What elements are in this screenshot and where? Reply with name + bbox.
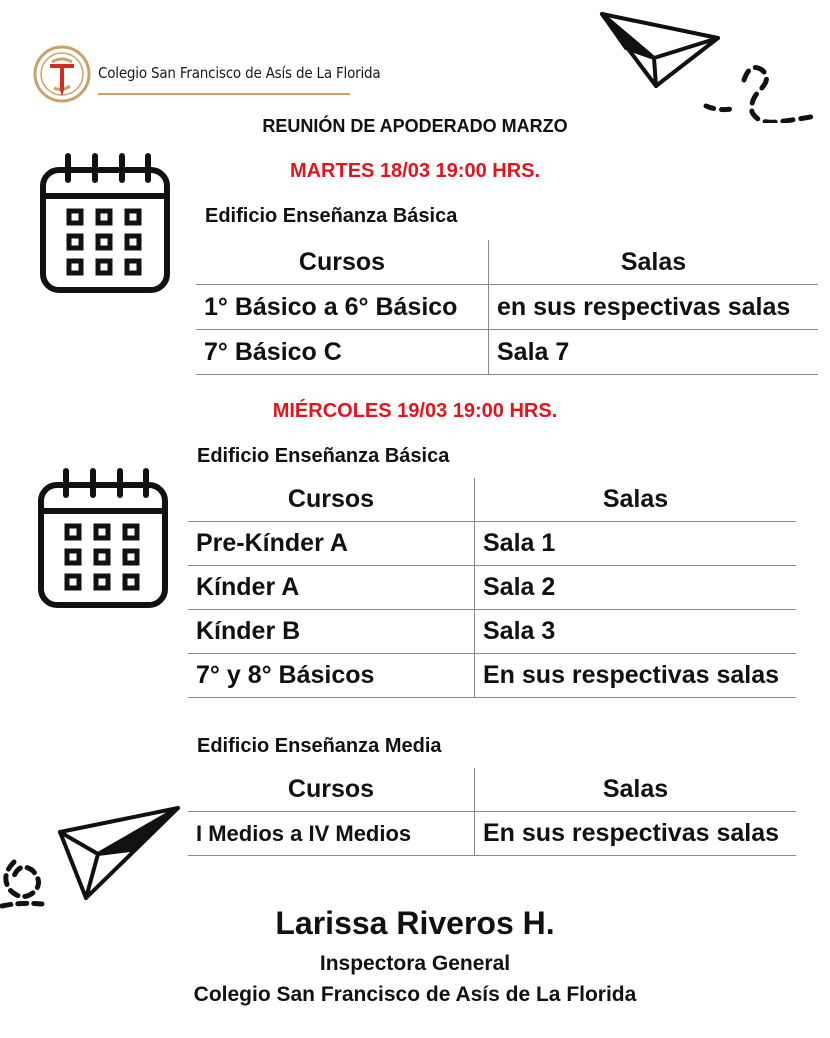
paper-plane-icon — [0, 802, 185, 912]
column-header: Cursos — [196, 240, 489, 285]
table-row — [188, 610, 796, 654]
table-row — [188, 566, 796, 610]
table-cell: Sala 1 — [475, 522, 797, 566]
column-header: Cursos — [188, 478, 475, 522]
table-cell: Sala 7 — [489, 330, 819, 375]
table-cell: 7° y 8° Básicos — [188, 654, 475, 698]
calendar-icon — [36, 465, 170, 611]
building-label: Edificio Enseñanza Básica — [197, 445, 450, 467]
table-row — [196, 285, 818, 330]
table-row — [188, 812, 796, 856]
table-cell: 7° Básico C — [196, 330, 489, 375]
table-cell: Kínder A — [188, 566, 475, 610]
school-logo — [32, 44, 92, 104]
column-header: Salas — [475, 478, 797, 522]
table-row — [188, 522, 796, 566]
schedule-table-tuesday — [196, 240, 818, 375]
table-cell: Pre-Kínder A — [188, 522, 475, 566]
table-header-row — [188, 768, 796, 812]
signer-school: Colegio San Francisco de Asís de La Florida — [193, 983, 637, 1006]
table-cell: 1° Básico a 6° Básico — [196, 285, 489, 330]
page-title: REUNIÓN DE APODERADO MARZO — [262, 116, 568, 136]
signer-name: Larissa Riveros H. — [275, 905, 555, 941]
table-cell: En sus respectivas salas — [475, 812, 797, 856]
school-name: Colegio San Francisco de Asís de La Florida — [98, 64, 381, 82]
building-label: Edificio Enseñanza Media — [197, 735, 442, 757]
building-label: Edificio Enseñanza Básica — [205, 205, 458, 227]
header-divider — [98, 93, 350, 95]
schedule-table-wednesday — [188, 478, 796, 698]
column-header: Cursos — [188, 768, 475, 812]
column-header: Salas — [489, 240, 819, 285]
table-cell: Sala 3 — [475, 610, 797, 654]
table-cell: En sus respectivas salas — [475, 654, 797, 698]
day-title-tuesday: MARTES 18/03 19:00 HRS. — [289, 160, 541, 182]
schedule-table-media — [188, 768, 796, 856]
table-cell: I Medios a IV Medios — [188, 812, 475, 856]
paper-plane-icon — [596, 8, 826, 123]
table-header-row — [196, 240, 818, 285]
table-row — [188, 654, 796, 698]
table-header-row — [188, 478, 796, 522]
table-row — [196, 330, 818, 375]
column-header: Salas — [475, 768, 797, 812]
signer-role: Inspectora General — [319, 952, 511, 975]
table-cell: Kínder B — [188, 610, 475, 654]
table-cell: en sus respectivas salas — [489, 285, 819, 330]
table-cell: Sala 2 — [475, 566, 797, 610]
day-title-wednesday: MIÉRCOLES 19/03 19:00 HRS. — [272, 400, 558, 422]
